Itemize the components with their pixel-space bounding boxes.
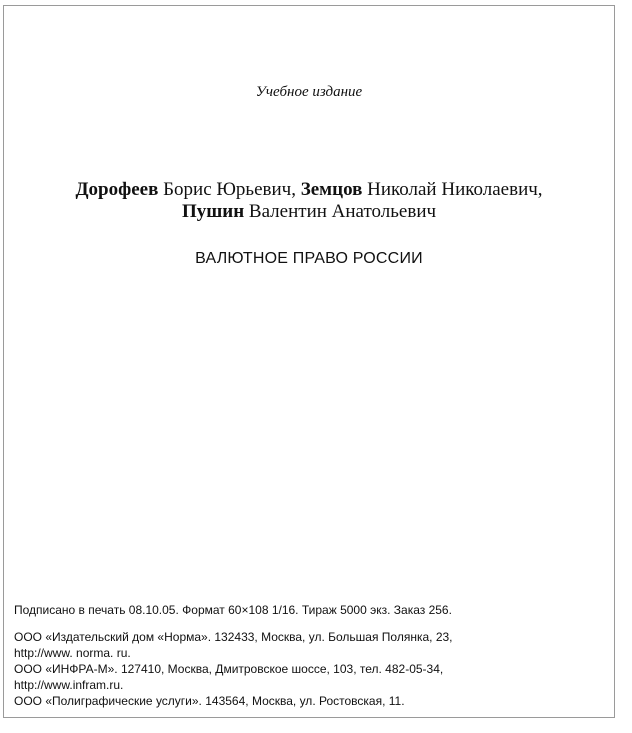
publisher-line: http://www. norma. ru. [14,646,131,660]
publisher-line: ООО «Издательский дом «Норма». 132433, Москва, ул. Большая Полянка, 23, [14,630,453,644]
author-given-names: Борис Юрьевич, [158,179,301,200]
author-given-names: Валентин Анатольевич [244,201,437,222]
author-surname: Земцов [300,179,363,200]
author-given-names: Николай Николаевич, [362,179,543,200]
authors-line-1 [4,179,614,201]
author-surname: Дорофеев [75,179,159,200]
publisher-line: ООО «ИНФРА-М». 127410, Москва, Дмитровское шоссе, 103, тел. 482-05-34, [14,662,444,676]
book-page [3,5,615,718]
edition-type: Учебное издание [255,84,363,100]
authors-line-2 [4,201,614,223]
print-signed-info: Подписано в печать 08.10.05. Формат 60×108 1/16. Тираж 5000 экз. Заказ 256. [14,603,452,617]
authors-block [4,179,614,223]
book-title: ВАЛЮТНОЕ ПРАВО РОССИИ [195,250,423,267]
publisher-line: http://www.infram.ru. [14,678,124,692]
publisher-line: ООО «Полиграфические услуги». 143564, Москва, ул. Ростовская, 11. [14,694,405,708]
author-surname: Пушин [181,201,245,222]
imprint-block [14,602,606,709]
